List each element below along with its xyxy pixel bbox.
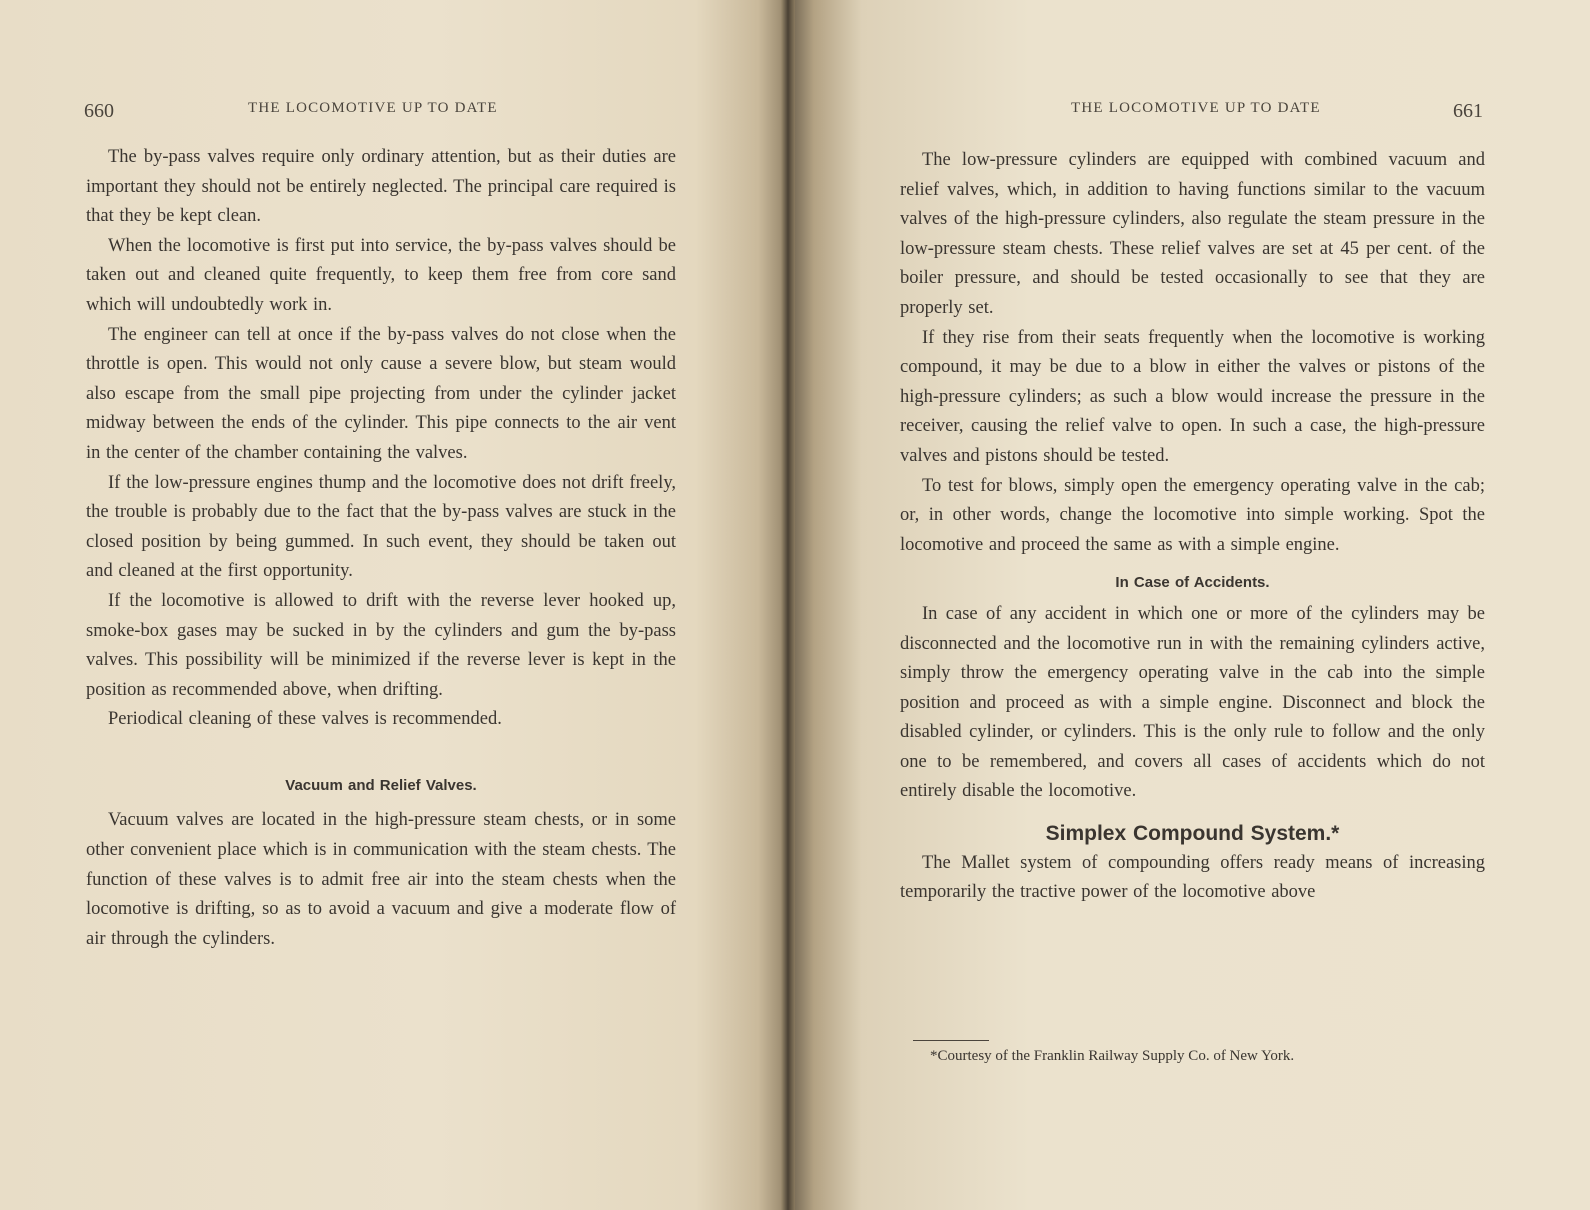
vacuum-relief-heading: Vacuum and Relief Valves.: [285, 776, 477, 794]
left-running-head: THE LOCOMOTIVE UP TO DATE: [248, 100, 498, 116]
left-paragraph-6: Periodical cleaning of these valves is recommended.: [108, 709, 502, 730]
right-paragraph-1: The low-pressure cylinders are equipped with combined vacuum and relief valves, which, in addition to having functions similar to the vacuum valves of the high-pressure cylinders, also regulate the steam pressure in the low-pressure steam chests. These relief valves are set at 45 per cent. of the boiler pressure, and should be tested occasionally to see that they are properly set.: [900, 150, 1485, 318]
left-page-number: 660: [84, 100, 114, 122]
right-paragraph-2: If they rise from their seats frequently when the locomotive is working compound, it may be due to a blow in either the valves or pistons of the high-pressure cylinders; as such a blow would increase the pressure in the receiver, causing the relief valve to open. In such a case, the high-pressure valves and pistons should be tested.: [900, 327, 1485, 466]
left-paragraph-4: If the low-pressure engines thump and the locomotive does not drift freely, the trouble is probably due to the fact that the by-pass valves are stuck in the closed position by being gummed. In such event, they should be taken out and cleaned at the first opportunity.: [86, 472, 676, 582]
right-page-number: 661: [1453, 100, 1483, 122]
left-page-body: [86, 143, 676, 954]
simplex-paragraph: The Mallet system of compounding offers ready means of increasing temporarily the tractive power of the locomotive above: [900, 852, 1485, 903]
footnote: *Courtesy of the Franklin Railway Supply Co. of New York.: [930, 1048, 1295, 1064]
simplex-compound-heading: Simplex Compound System.*: [1045, 822, 1340, 846]
left-paragraph-2: When the locomotive is first put into service, the by-pass valves should be taken out and cleaned quite frequently, to keep them free from core sand which will undoubtedly work in.: [86, 235, 676, 315]
accidents-paragraph: In case of any accident in which one or more of the cylinders may be disconnected and the locomotive run in with the remaining cylinders active, simply throw the emergency operating valve in the cab into the simple position and proceed as with a simple engine. Disconnect and block the disabled cylinder, or cylinders. This is the only rule to follow and the only one to be remembered, and covers all cases of accidents which do not entirely disable the locomotive.: [900, 603, 1485, 802]
right-running-head: THE LOCOMOTIVE UP TO DATE: [1071, 100, 1321, 116]
footnote-rule: [913, 1040, 989, 1041]
vacuum-valves-paragraph: Vacuum valves are located in the high-pressure steam chests, or in some other convenient place which is in communication with the steam chests. The function of these valves is to admit free air into the steam chests when the locomotive is drifting, so as to avoid a vacuum and give a moderate flow of air through the cylinders.: [86, 810, 676, 949]
left-paragraph-5: If the locomotive is allowed to drift with the reverse lever hooked up, smoke-box gases may be sucked in by the cylinders and gum the by-pass valves. This possibility will be minimized if the reverse lever is kept in the position as recommended above, when drifting.: [86, 590, 676, 700]
right-page-body: [900, 146, 1485, 908]
right-page: [790, 0, 1590, 1210]
left-paragraph-3: The engineer can tell at once if the by-pass valves do not close when the throttle is open. This would not only cause a severe blow, but steam would also escape from the small pipe projecting from under the cylinder jacket midway between the ends of the cylinder. This pipe connects to the air vent in the center of the chamber containing the valves.: [86, 324, 676, 463]
left-paragraph-1: The by-pass valves require only ordinary attention, but as their duties are important they should not be entirely neglected. The principal care required is that they be kept clean.: [86, 147, 676, 227]
right-paragraph-3: To test for blows, simply open the emergency operating valve in the cab; or, in other words, change the locomotive into simple working. Spot the locomotive and proceed the same as with a simple engine.: [900, 475, 1485, 555]
book-gutter: [781, 0, 795, 1210]
accidents-heading: In Case of Accidents.: [1115, 574, 1270, 592]
left-page: [0, 0, 790, 1210]
